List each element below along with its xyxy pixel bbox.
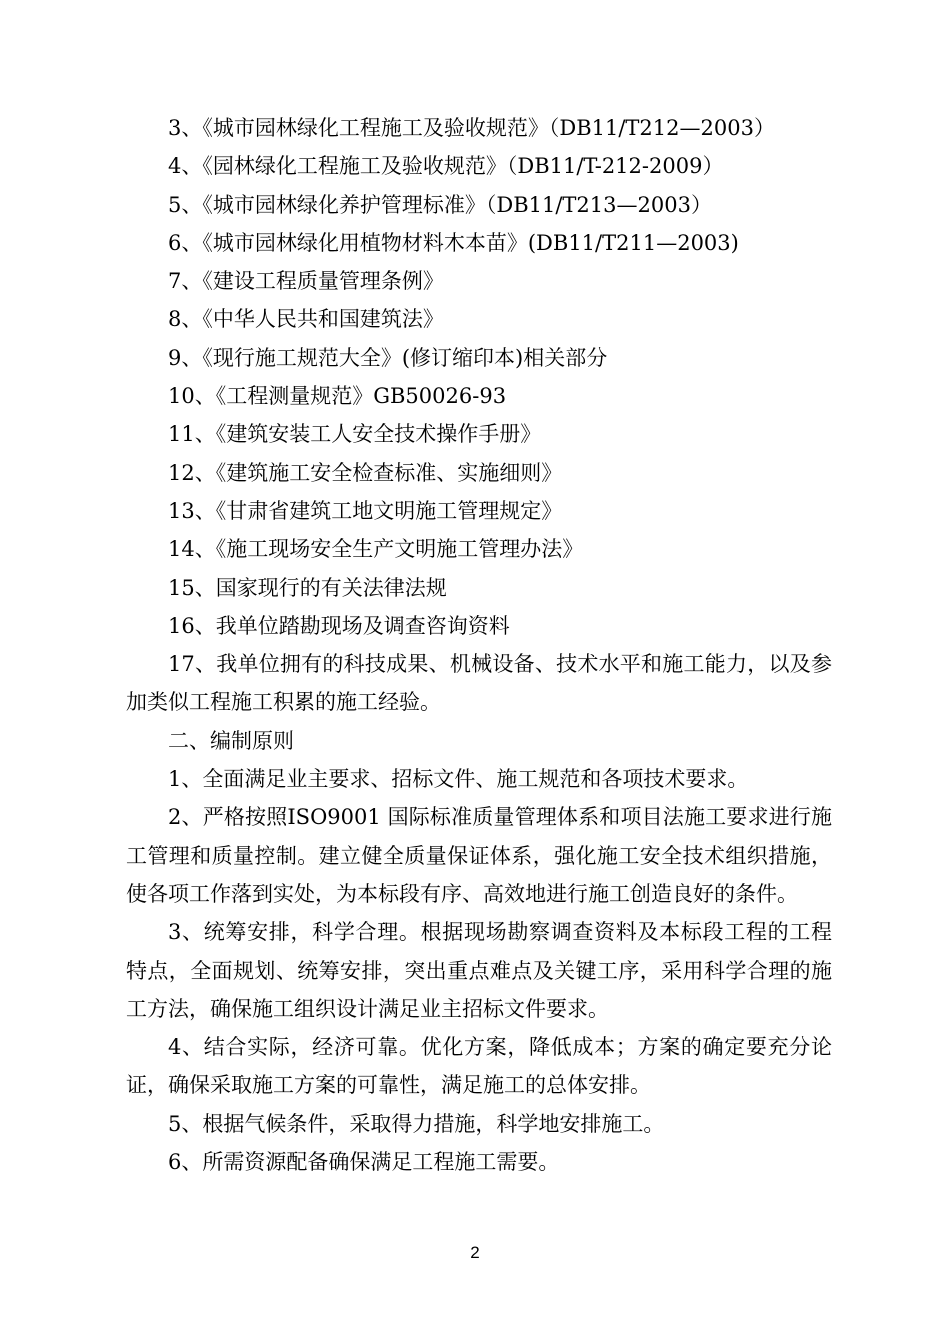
paragraph-ref-8: 8、《中华人民共和国建筑法》 [168,307,444,332]
section-heading-principles: 二、编制原则 [168,728,294,753]
paragraph-ref-12: 12、《建筑施工安全检查标准、实施细则》 [168,460,563,485]
paragraph-ref-17: 17、我单位拥有的科技成果、机械设备、技术水平和施工能力，以及参加类似工程施工积累的施工经验。 [126,652,832,715]
paragraph-ref-11: 11、《建筑安装工人安全技术操作手册》 [168,422,542,447]
paragraph-principle-3: 3、统筹安排，科学合理。根据现场勘察调查资料及本标段工程的工程特点，全面规划、统筹安排，突出重点难点及关键工序，采用科学合理的施工方法，确保施工组织设计满足业主招标文件要求。 [126,920,832,1021]
paragraph-ref-10: 10、《工程测量规范》GB50026-93 [168,384,507,409]
paragraph-ref-14: 14、《施工现场安全生产文明施工管理办法》 [168,537,584,562]
paragraph-principle-4: 4、结合实际，经济可靠。优化方案，降低成本；方案的确定要充分论证，确保采取施工方案的可靠性，满足施工的总体安排。 [126,1035,832,1098]
paragraph-principle-6: 6、所需资源配备确保满足工程施工需要。 [168,1150,560,1175]
document-body [126,109,832,1181]
paragraph-ref-7: 7、《建设工程质量管理条例》 [168,269,444,294]
page-number: 2 [470,1243,480,1262]
paragraph-principle-1: 1、全面满足业主要求、招标文件、施工规范和各项技术要求。 [168,767,749,792]
paragraph-principle-5: 5、根据气候条件，采取得力措施，科学地安排施工。 [168,1111,665,1136]
paragraph-ref-4: 4、《园林绿化工程施工及验收规范》（DB11/T-212-2009） [168,154,724,179]
paragraph-ref-16: 16、我单位踏勘现场及调查咨询资料 [168,613,510,638]
paragraph-ref-9: 9、《现行施工规范大全》(修订缩印本)相关部分 [168,345,608,370]
paragraph-ref-3: 3、《城市园林绿化工程施工及验收规范》（DB11/T212—2003） [168,116,775,140]
paragraph-principle-2: 2、严格按照ISO9001 国际标准质量管理体系和项目法施工要求进行施工管理和质量控制。建立健全质量保证体系，强化施工安全技术组织措施，使各项工作落到实处，为本标段有序、高效地进行施工创造良好的条件。 [126,805,832,906]
paragraph-ref-5: 5、《城市园林绿化养护管理标准》（DB11/T213—2003） [168,192,712,217]
paragraph-ref-13: 13、《甘肃省建筑工地文明施工管理规定》 [168,498,563,523]
paragraph-ref-6: 6、《城市园林绿化用植物材料木本苗》(DB11/T211—2003) [168,230,739,255]
paragraph-ref-15: 15、国家现行的有关法律法规 [168,575,447,600]
